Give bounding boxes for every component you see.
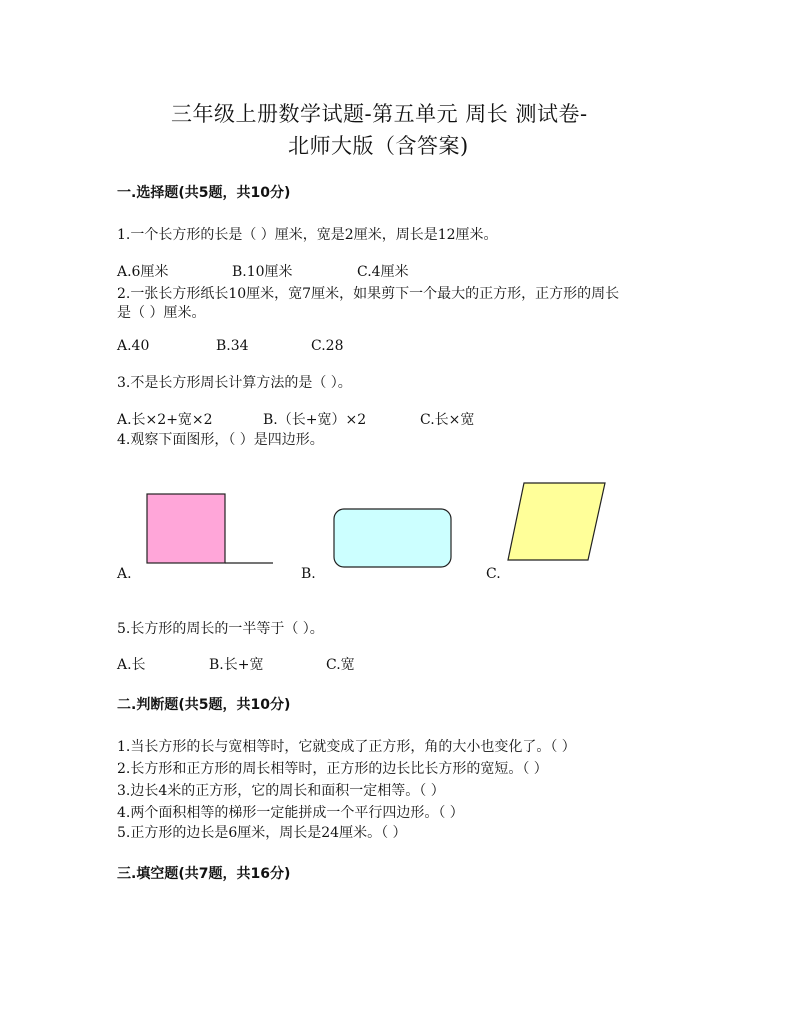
q2-option-b: B.34 [216,338,249,354]
q2-option-c: C.28 [311,338,344,354]
figure-b-rounded-rectangle [334,509,451,567]
section-heading-fill: 三.填空题(共7题，共16分) [117,866,291,882]
figure-a-pink-square [147,494,225,563]
q1-option-c: C.4厘米 [357,264,409,280]
q4-option-a: A. [117,566,132,582]
q1-option-b: B.10厘米 [232,264,293,280]
question-4: 4.观察下面图形，（ ）是四边形。 [117,432,324,448]
judge-item-2: 2.长方形和正方形的周长相等时，正方形的边长比长方形的宽短。（ ） [117,761,548,777]
judge-item-3: 3.边长4米的正方形，它的周长和面积一定相等。（ ） [117,783,445,799]
section-heading-judge: 二.判断题(共5题，共10分) [117,697,291,713]
q5-option-c: C.宽 [326,657,355,673]
q4-option-b: B. [301,566,316,582]
question-2-line2: 是（ ）厘米。 [117,305,206,321]
q1-option-a: A.6厘米 [117,264,169,280]
question-2-line1: 2.一张长方形纸长10厘米，宽7厘米，如果剪下一个最大的正方形，正方形的周长 [117,286,620,302]
judge-item-5: 5.正方形的边长是6厘米，周长是24厘米。（ ） [117,825,407,841]
q5-option-a: A.长 [117,657,146,673]
q3-option-c: C.长×宽 [420,412,475,428]
question-3: 3.不是长方形周长计算方法的是（ ）。 [117,375,352,391]
question-5: 5.长方形的周长的一半等于（ ）。 [117,621,324,637]
q5-option-b: B.长+宽 [209,657,264,673]
judge-item-4: 4.两个面积相等的梯形一定能拼成一个平行四边形。（ ） [117,805,464,821]
judge-item-1: 1.当长方形的长与宽相等时，它就变成了正方形，角的大小也变化了。（ ） [117,739,576,755]
q3-option-a: A.长×2+宽×2 [117,412,213,428]
q4-option-c: C. [486,566,501,582]
q3-option-b: B.（长+宽）×2 [263,412,367,428]
question-1: 1.一个长方形的长是（ ）厘米，宽是2厘米，周长是12厘米。 [117,227,498,243]
page-title-line2: 北师大版（含答案) [288,134,469,158]
q2-option-a: A.40 [117,338,150,354]
figure-c-parallelogram [508,483,605,560]
page-title-line1: 三年级上册数学试题-第五单元 周长 测试卷- [171,102,588,126]
section-heading-choice: 一.选择题(共5题，共10分) [117,185,291,201]
